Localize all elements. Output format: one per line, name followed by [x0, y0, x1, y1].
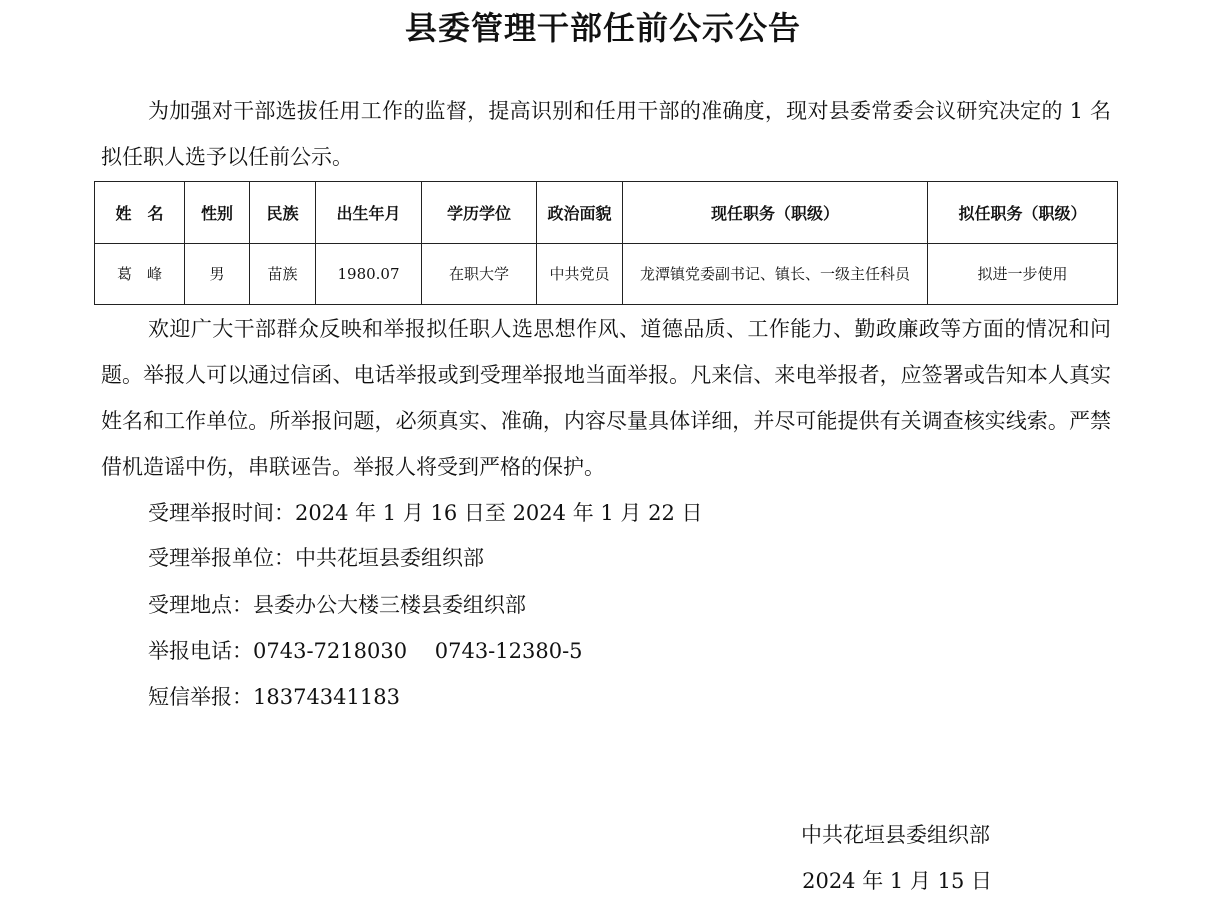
header-gender: 性别 [185, 182, 250, 244]
header-political-status: 政治面貌 [537, 182, 623, 244]
header-education: 学历学位 [422, 182, 537, 244]
header-proposed-position: 拟任职务（职级） [928, 182, 1118, 244]
header-birth: 出生年月 [316, 182, 422, 244]
signature-date: 2024 年 1 月 15 日 [802, 869, 992, 893]
cell-ethnicity: 苗族 [250, 244, 316, 305]
cell-education: 在职大学 [422, 244, 537, 305]
header-current-position: 现任职务（职级） [623, 182, 928, 244]
cell-political-status: 中共党员 [537, 244, 623, 305]
cell-gender: 男 [185, 244, 250, 305]
cell-birth: 1980.07 [316, 244, 422, 305]
table-row [95, 244, 1118, 305]
report-phone-line: 举报电话：0743-7218030 0743-12380-5 [148, 639, 583, 663]
signature-organization: 中共花垣县委组织部 [801, 823, 990, 847]
report-unit-line: 受理举报单位：中共花垣县委组织部 [148, 546, 484, 570]
table-header-row [95, 182, 1118, 244]
report-instructions-paragraph: 欢迎广大干部群众反映和举报拟任职人选思想作风、道德品质、工作能力、勤政廉政等方面的情况和问题。举报人可以通过信函、电话举报或到受理举报地当面举报。凡来信、来电举报者，应签署或告知本人真实姓名和工作单位。所举报问题，必须真实、准确，内容尽量具体详细，并尽可能提供有关调查核实线索。严禁借机造谣中伤，串联诬告。举报人将受到严格的保护。 [101, 317, 1111, 479]
header-name: 姓 名 [95, 182, 185, 244]
intro-paragraph: 为加强对干部选拔任用工作的监督，提高识别和任用干部的准确度，现对县委常委会议研究决定的 1 名拟任职人选予以任前公示。 [101, 99, 1111, 169]
report-place-line: 受理地点：县委办公大楼三楼县委组织部 [148, 593, 526, 617]
cell-proposed-position: 拟进一步使用 [928, 244, 1118, 305]
header-ethnicity: 民族 [250, 182, 316, 244]
candidate-table [94, 181, 1118, 305]
report-sms-line: 短信举报：18374341183 [148, 685, 400, 709]
cell-name: 葛 峰 [95, 244, 185, 305]
notice-title: 县委管理干部任前公示公告 [404, 9, 801, 47]
cell-current-position: 龙潭镇党委副书记、镇长、一级主任科员 [623, 244, 928, 305]
report-time-line: 受理举报时间：2024 年 1 月 16 日至 2024 年 1 月 22 日 [148, 501, 703, 525]
